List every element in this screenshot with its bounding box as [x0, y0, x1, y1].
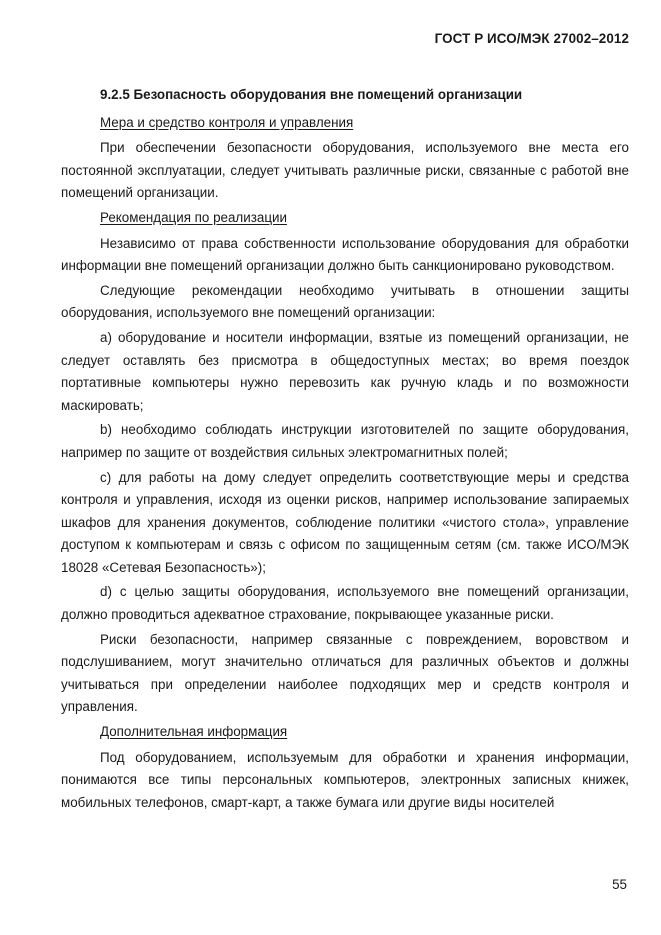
list-item-c: c) для работы на дому следует определить соответствующие меры и средства контроля и управления, исходя из оценки рисков, например использование запираемых шкафов для хранения документов, соблюдение политики «чистого стола», управление доступом к компьютерам и связь с офисом по защищенным сетям (см. также ИСО/МЭК 18028 «Сетевая Безопасность»); [61, 469, 629, 575]
additional-info-paragraph: Под оборудованием, используемым для обработки и хранения информации, понимаются все типы персональных компьютеров, электронных записных книжек, мобильных телефонов, смарт-карт, а также бумага или другие виды носителей [61, 749, 629, 810]
document-header-standard: ГОСТ Р ИСО/МЭК 27002–2012 [434, 31, 629, 46]
guidance-paragraph-2: Следующие рекомендации необходимо учитывать в отношении защиты оборудования, используемого вне помещений организации: [61, 282, 629, 321]
page-body [61, 84, 629, 816]
section-title: 9.2.5 Безопасность оборудования вне помещений организации [100, 87, 523, 102]
guidance-paragraph-1: Независимо от права собственности использование оборудования для обработки информации вне помещений организации должно быть санкционировано руководством. [61, 235, 629, 274]
control-heading: Мера и средство контроля и управления [100, 114, 354, 130]
list-item-d: d) с целью защиты оборудования, используемого вне помещений организации, должно проводиться адекватное страхование, покрывающее указанные риски. [61, 584, 629, 623]
control-paragraph: При обеспечении безопасности оборудования, используемого вне места его постоянной эксплуатации, следует учитывать различные риски, связанные с работой вне помещений организации. [61, 140, 629, 201]
risk-paragraph: Риски безопасности, например связанные с повреждением, воровством и подслушиванием, могут значительно отличаться для различных объектов и должны учитываться при определении наиболее подходящих мер и средств контроля и управления. [61, 631, 629, 715]
list-item-b: b) необходимо соблюдать инструкции изготовителей по защите оборудования, например по защите от воздействия сильных электромагнитных полей; [61, 422, 629, 460]
page-number: 55 [612, 877, 627, 892]
list-item-a: а) оборудование и носители информации, взятые из помещений организации, не следует оставлять без присмотра в общедоступных местах; во время поездок портативные компьютеры нужно перевозить как ручную кладь и по возможности маскировать; [61, 329, 629, 413]
guidance-heading: Рекомендация по реализации [100, 209, 287, 225]
additional-info-heading: Дополнительная информация [100, 724, 288, 740]
